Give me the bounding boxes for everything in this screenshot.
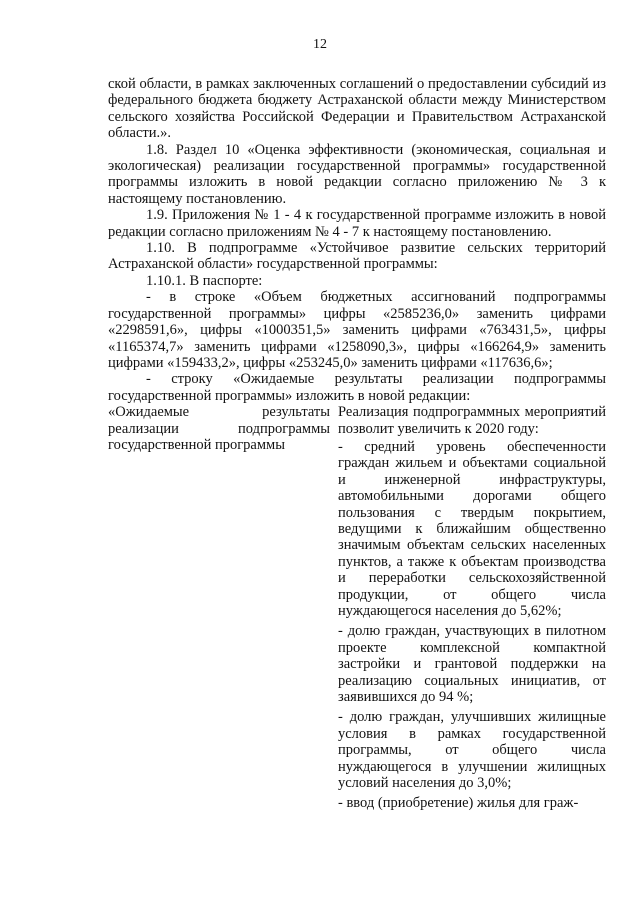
page-number: 12 (313, 37, 327, 52)
passport-result-item: - долю граждан, улучшивших жилищные условия в рамках государственной программы, от общего числа нуждающегося в улучшении жилищных условий населения до 3,0%; (338, 709, 606, 792)
paragraph-budget-change: - в строке «Объем бюджетных ассигнований подпрограммы государственной программы» цифры «2585236,0» заменить цифрами «2298591,6», цифры «1000351,5» заменить цифрами «763431,5», цифры «1165374,7» заменить цифрами «1258090,3», цифры «166264,9» заменить цифрами «159433,2», цифры «253245,0» заменить цифрами «117636,6»; (108, 289, 606, 371)
passport-row-intro: Реализация подпрограммных мероприятий позволит увеличить к 2020 году: (338, 404, 606, 437)
paragraph-1-8: 1.8. Раздел 10 «Оценка эффективности (экономическая, социальная и экологическая) реализации государственной программы» государственной программы изложить в новой редакции согласно приложению № 3 к настоящему постановлению. (108, 141, 606, 207)
paragraph-1-10: 1.10. В подпрограмме «Устойчивое развитие сельских территорий Астраханской области» государственной программы: (108, 240, 606, 273)
passport-row-content (338, 404, 606, 816)
paragraph-1-9: 1.9. Приложения № 1 - 4 к государственной программе изложить в новой редакции согласно приложениям № 4 - 7 к настоящему постановлению. (108, 207, 606, 240)
paragraph-continuation: ской области, в рамках заключенных соглашений о предоставлении субсидий из федерального бюджета бюджету Астраханской области между Министерством сельского хозяйства Российской Федерации и Правительством Астраханской области.». (108, 76, 606, 142)
passport-row (108, 404, 606, 816)
passport-result-item: - ввод (приобретение) жилья для граж- (338, 795, 579, 812)
paragraph-results-change: - строку «Ожидаемые результаты реализации подпрограммы государственной программы» изложить в новой редакции: (108, 371, 606, 404)
passport-result-item: - долю граждан, участвующих в пилотном проекте комплексной компактной застройки и грантовой поддержки на реализацию социальных инициатив, от заявившихся до 94 %; (338, 623, 606, 706)
document-body (108, 76, 606, 816)
passport-row-label: «Ожидаемые результаты реализации подпрограммы государственной программы (108, 404, 330, 453)
paragraph-1-10-1: 1.10.1. В паспорте: (146, 272, 263, 289)
passport-result-item: - средний уровень обеспеченности граждан жильем и объектами социальной и инженерной инфраструктуры, автомобильными дорогами общего пользования с твердым покрытием, ведущими к ближайшим общественно значимым объектам сельских населенных пунктов, а также к объектам производства и переработки сельскохозяйственной продукции, от общего числа нуждающегося населения до 5,62%; (338, 438, 606, 619)
